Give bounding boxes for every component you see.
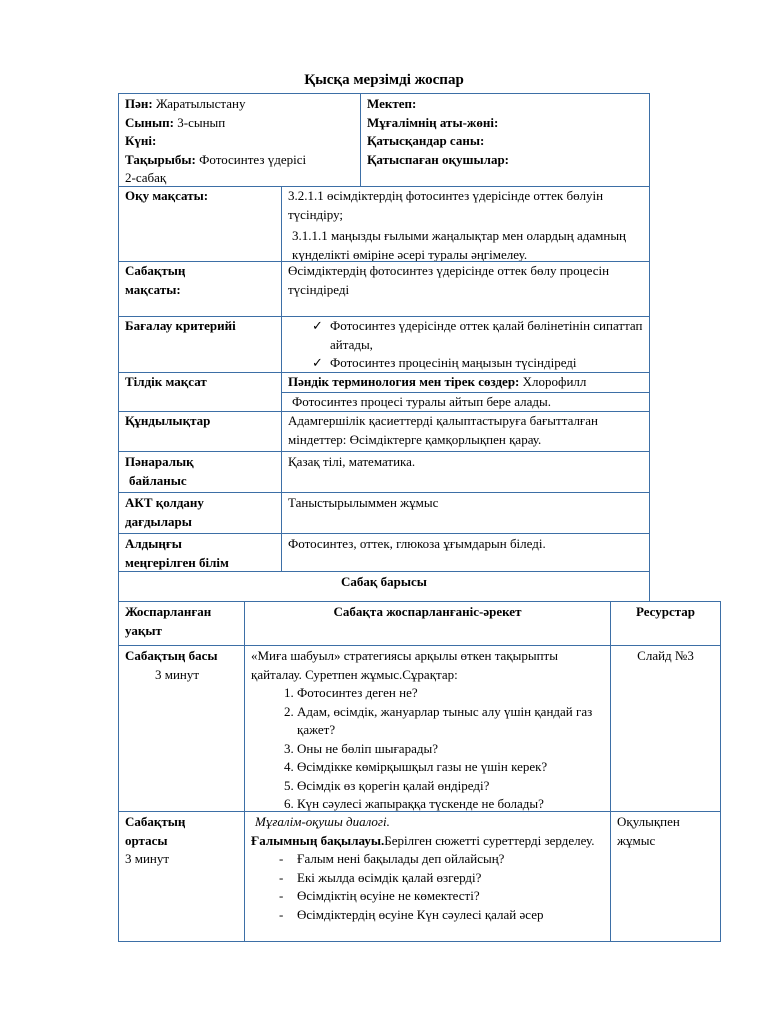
language-terms-cell <box>281 372 650 393</box>
middle-dialog: Мұғалім-оқушы диалогі. <box>255 814 390 829</box>
topic-label: Тақырыбы: <box>125 151 196 167</box>
learning-goal-line1: 3.2.1.1 өсімдіктердің фотосинтез үдерісінде оттек бөлуін түсіндіру; <box>288 188 604 222</box>
language-phrase: Фотосинтез процесі туралы айтып бере алады. <box>281 392 650 412</box>
criteria-list <box>282 317 649 373</box>
prior-label-2: меңгерілген білім <box>125 554 229 570</box>
middle-resource <box>610 811 721 942</box>
prior-label-1: Алдыңғы <box>125 536 182 551</box>
class-label: Сынып: <box>125 114 174 130</box>
start-title: Сабақтың басы <box>125 648 218 663</box>
subject-value: Жаратылыстану <box>155 96 246 111</box>
list-item: 4. Өсімдікке көмірқышқыл газы не үшін керек? <box>297 758 604 777</box>
topic-lesson: 2-сабақ <box>125 170 167 185</box>
prior-text: Фотосинтез, оттек, глюкоза ұғымдарын біледі. <box>281 533 650 572</box>
list-item: 2. Адам, өсімдік, жануарлар тыныс алу үшін қандай газ қажет? <box>297 703 604 740</box>
middle-task-bold: Ғалымның бақылауы. <box>251 832 385 848</box>
list-item: 1. Фотосинтез деген не? <box>297 684 604 703</box>
list-item: - Ғалым нені бақылады деп ойлайсың? <box>279 850 604 869</box>
start-duration: 3 минут <box>155 666 200 682</box>
list-item: - Өсімдіктің өсуіне не көмектесті? <box>279 887 604 906</box>
middle-time-cell <box>118 811 245 942</box>
header-left-cell <box>118 93 361 187</box>
prior-label <box>118 533 282 572</box>
subject-label: Пән: <box>125 96 153 111</box>
teacher-label: Мұғалімнің аты-жөні: <box>367 114 499 130</box>
absent-label: Қатыспаған оқушылар: <box>367 151 509 167</box>
learning-goal-line2: 3.1.1.1 маңызды ғылыми жаңалықтар мен олардың адамның күнделікті өміріне әсері туралы әңгімелеу. <box>292 228 627 262</box>
col-resources-header: Ресурстар <box>610 601 721 646</box>
middle-activity-cell <box>244 811 611 942</box>
middle-resource-1: Оқулықпен <box>617 814 680 829</box>
criteria-item: ✓ Фотосинтез процесінің маңызын түсіндіреді <box>312 354 649 373</box>
middle-title-2: ортасы <box>125 832 168 848</box>
middle-title-1: Сабақтың <box>125 814 186 829</box>
present-label: Қатысқандар саны: <box>367 133 485 148</box>
values-text: Адамгершілік қасиеттерді қалыптастыруға бағытталған міндеттер: Өсімдіктерге қамқорлықпен қарау. <box>281 411 650 452</box>
middle-task <box>251 832 604 851</box>
terms-value: Хлорофилл <box>522 374 587 389</box>
learning-goal-cell <box>281 186 650 262</box>
col-activity-header: Сабақта жоспарланғаніс-әрекет <box>244 601 611 646</box>
middle-duration: 3 минут <box>125 851 170 866</box>
list-item: 6. Күн сәулесі жапыраққа түскенде не болады? <box>297 795 604 812</box>
check-icon: ✓ <box>312 355 323 370</box>
page-title: Қысқа мерзімді жоспар <box>304 72 464 88</box>
criteria-item: ✓ Фотосинтез үдерісінде оттек қалай бөлінетінін сипаттап айтады, <box>312 318 643 352</box>
terms-label: Пәндік терминология мен тірек сөздер: <box>288 374 520 389</box>
learning-goal-label: Оқу мақсаты: <box>118 186 282 262</box>
topic-value: Фотосинтез үдерісі <box>199 151 307 167</box>
ict-text: Таныстырылыммен жұмыс <box>281 492 650 534</box>
language-goal-label: Тілдік мақсат <box>118 372 282 412</box>
ict-label-2: дағдылары <box>125 513 192 529</box>
topic-line <box>125 151 354 170</box>
cross-label <box>118 451 282 493</box>
criteria-cell <box>281 316 650 373</box>
cross-label-1: Пәнаралық <box>125 454 194 469</box>
cross-text: Қазақ тілі, математика. <box>281 451 650 493</box>
start-resource: Слайд №3 <box>610 645 721 812</box>
col-time-2: уақыт <box>125 622 162 638</box>
header-right-cell <box>360 93 650 187</box>
class-value: 3-сынып <box>177 114 226 130</box>
values-label: Құндылықтар <box>118 411 282 452</box>
lesson-goal-text: Өсімдіктердің фотосинтез үдерісінде оттек бөлу процесін түсіндіреді <box>281 261 650 317</box>
day-label: Күні: <box>125 133 157 148</box>
cross-label-2: байланыс <box>129 472 187 488</box>
school-label: Мектеп: <box>367 96 417 111</box>
check-icon: ✓ <box>312 318 323 333</box>
col-time-1: Жоспарланған <box>125 604 212 619</box>
middle-resource-2: жұмыс <box>617 832 656 848</box>
list-item: 3. Оны не бөліп шығарады? <box>297 740 604 759</box>
col-time-header <box>118 601 245 646</box>
subject-line <box>125 95 354 114</box>
class-line <box>125 114 354 133</box>
start-intro: «Миға шабуыл» стратегиясы арқылы өткен тақырыпты қайталау. Суретпен жұмыс.Сұрақтар: <box>251 648 558 682</box>
lesson-goal-label: Сабақтың мақсаты: <box>118 261 282 317</box>
ict-label <box>118 492 282 534</box>
start-activity-cell <box>244 645 611 812</box>
start-questions <box>251 684 604 812</box>
ict-label-1: АКТ қолдану <box>125 495 204 510</box>
middle-task-text: Берілген сюжетті суреттерді зерделеу. <box>384 832 595 848</box>
list-item: - Өсімдіктердің өсуіне Күн сәулесі қалай әсер <box>279 906 604 925</box>
middle-questions <box>251 850 604 924</box>
lesson-heading: Сабақ барысы <box>118 571 650 602</box>
start-time-cell <box>118 645 245 812</box>
list-item: - Екі жылда өсімдік қалай өзгерді? <box>279 869 604 888</box>
list-item: 5. Өсімдік өз қорегін қалай өндіреді? <box>297 777 604 796</box>
criteria-label: Бағалау критерийі <box>118 316 282 373</box>
